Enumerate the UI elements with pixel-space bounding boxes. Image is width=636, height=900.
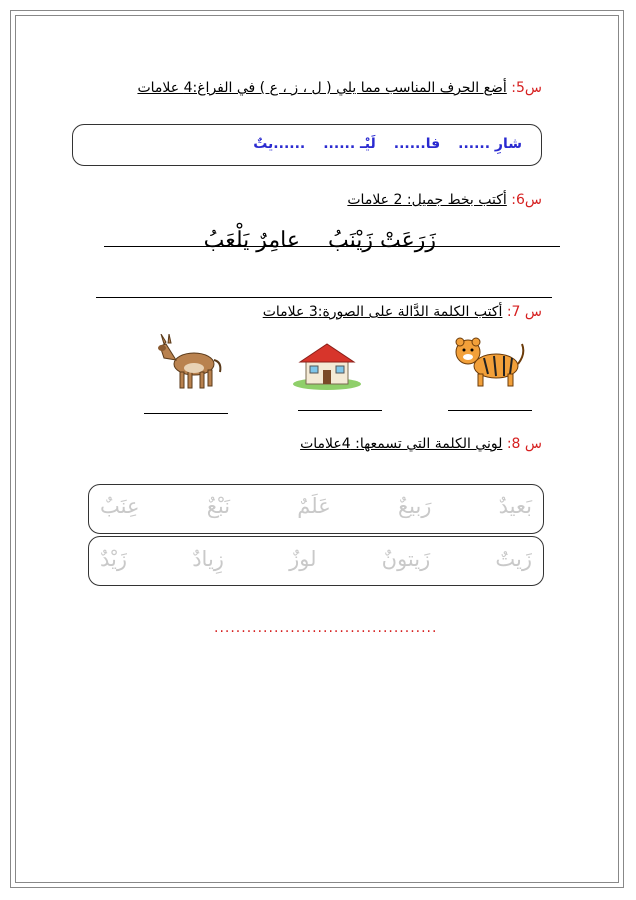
q5-item-2[interactable]: فا...... — [393, 136, 441, 152]
house-image — [292, 340, 362, 390]
word-row2-5[interactable]: زَيْدٌ — [100, 547, 128, 571]
word-row2-3[interactable]: لوزٌ — [289, 547, 317, 571]
q7-text: أكتب الكلمة الدَّالة على الصورة:3 علامات — [262, 304, 503, 320]
word-row2-2[interactable]: زَيتونٌ — [381, 547, 431, 571]
q5-item-3[interactable]: لَيْـ ...... — [323, 136, 376, 152]
answer-line-donkey[interactable] — [144, 413, 228, 414]
q7-heading — [263, 304, 542, 320]
answer-line-tiger[interactable] — [448, 410, 532, 411]
q6-phrase-2: عامِرٌ يَلْعَبُ — [203, 228, 300, 253]
answer-line-house[interactable] — [298, 410, 382, 411]
q5-fill-row — [86, 136, 526, 158]
q6-heading — [347, 192, 542, 208]
q5-item-4[interactable]: ......يتٌ — [253, 136, 306, 152]
q8-word-row-1 — [96, 494, 536, 518]
donkey-image — [154, 334, 224, 392]
word-row2-4[interactable]: زِيادٌ — [192, 547, 224, 571]
q6-phrase-1: زَرَعَتْ زَيْنَبُ — [328, 228, 436, 253]
q5-text: أضع الحرف المناسب مما يلي ( ل ، ز ، ع ) في الفراغ:4 علامات — [137, 80, 507, 96]
q8-number: س 8: — [506, 436, 542, 452]
word-row1-4[interactable]: نَبْعٌ — [206, 494, 231, 518]
q6-writing-line-2[interactable] — [96, 297, 552, 298]
q8-heading — [300, 436, 542, 452]
q6-number: س6: — [511, 192, 542, 208]
word-row1-3[interactable]: عَلَمٌ — [297, 494, 331, 518]
q8-word-row-2 — [96, 547, 536, 571]
dotted-separator: ......................................... — [214, 620, 438, 636]
word-row2-1[interactable]: زَيتٌ — [495, 547, 532, 571]
word-row1-2[interactable]: رَبيعٌ — [397, 494, 432, 518]
q6-writing-line-1[interactable] — [104, 246, 560, 247]
q5-heading — [137, 80, 542, 96]
word-row1-1[interactable]: بَعيدٌ — [498, 494, 532, 518]
q5-number: س5: — [511, 80, 542, 96]
q5-item-1[interactable]: شارِ ...... — [458, 136, 522, 152]
q7-number: س 7: — [506, 304, 542, 320]
tiger-image — [452, 334, 526, 388]
word-row1-5[interactable]: عِنَبٌ — [100, 494, 140, 518]
q6-text: أكتب بخط جميل: 2 علامات — [347, 192, 507, 208]
q8-text: لوني الكلمة التي تسمعها: 4علامات — [300, 436, 503, 452]
